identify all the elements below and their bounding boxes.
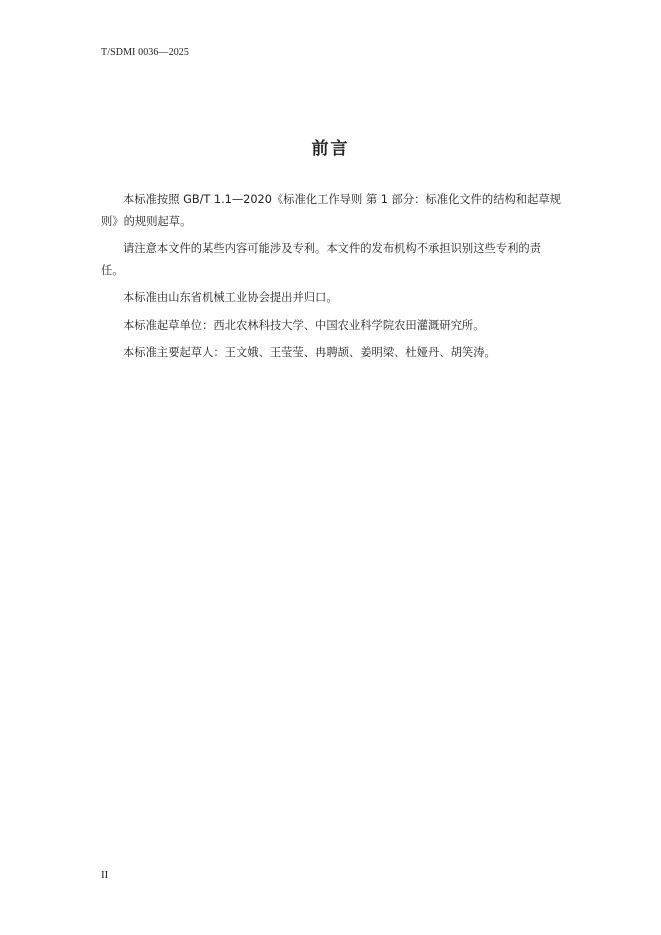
paragraph-drafting-rules: 本标准按照 GB/T 1.1—2020《标准化工作导则 第 1 部分：标准化文件的结构和起草规则》的规则起草。	[101, 193, 561, 228]
foreword-body	[101, 189, 563, 370]
paragraph-patent-notice: 请注意本文件的某些内容可能涉及专利。本文件的发布机构不承担识别这些专利的责任。	[101, 242, 541, 277]
paragraph-drafters: 本标准主要起草人：王文娥、王莹莹、冉聘颉、姜明梁、杜娅丹、胡笑涛。	[123, 346, 496, 359]
paragraph-drafting-units: 本标准起草单位：西北农林科技大学、中国农业科学院农田灌溉研究所。	[123, 318, 485, 332]
document-code: T/SDMI 0036—2025	[101, 47, 189, 58]
paragraph-proposer: 本标准由山东省机械工业协会提出并归口。	[123, 291, 338, 304]
page-number: II	[101, 869, 109, 881]
page-title: 前言	[311, 139, 350, 159]
